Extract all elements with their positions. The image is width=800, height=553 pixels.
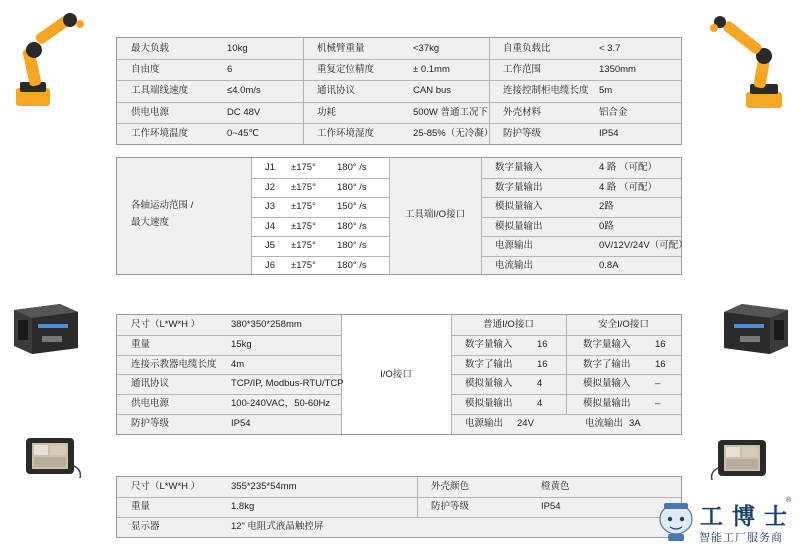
pendant-spec-value: IP54: [541, 501, 561, 512]
joint-speed: 180° /s: [337, 221, 367, 232]
power-output-label: 电源输出: [465, 418, 504, 429]
row-divider: [481, 197, 681, 198]
joint-name: J4: [265, 221, 276, 232]
normal-io-value: 16: [537, 359, 548, 370]
column-divider: [303, 38, 304, 144]
spec-label: 供电电源: [131, 107, 170, 118]
row-divider: [251, 217, 389, 218]
spec-value: 500W 普通工况下: [413, 107, 488, 118]
row-divider: [117, 59, 681, 60]
controller-spec-label: 连接示教器电缆长度: [131, 359, 217, 370]
row-divider: [251, 236, 389, 237]
row-divider: [251, 178, 389, 179]
controller-spec-value: TCP/IP, Modbus-RTU/TCP: [231, 378, 344, 389]
spec-value: ≤4.0m/s: [227, 85, 261, 96]
spec-value: 25-85%（无冷凝）: [413, 128, 494, 139]
spec-label: 重复定位精度: [317, 64, 375, 75]
io-value: 0V/12V/24V（可配）: [599, 240, 688, 251]
pendant-spec-label: 重量: [131, 501, 151, 512]
row-divider: [117, 123, 681, 124]
safety-io-label: 模拟量输入: [583, 378, 631, 389]
joint-name: J6: [265, 260, 276, 271]
spec-value: 0~45℃: [227, 128, 260, 139]
normal-io-label: 数字量输入: [465, 339, 513, 350]
spec-label: 工作环境湿度: [317, 128, 375, 139]
row-divider: [481, 256, 681, 257]
joint-speed: 180° /s: [337, 162, 367, 173]
controller-spec-label: 供电电源: [131, 398, 170, 409]
current-output-label: 电流输出: [585, 418, 624, 429]
control-cabinet-right-image: [718, 298, 794, 356]
row-divider: [451, 394, 681, 395]
joint-speed: 150° /s: [337, 201, 367, 212]
power-output-value: 24V: [517, 418, 534, 429]
row-divider: [451, 355, 681, 356]
spec-value: < 3.7: [599, 43, 621, 54]
normal-io-value: 16: [537, 339, 548, 350]
controller-spec-value: 380*350*258mm: [231, 319, 302, 330]
io-label: 数字量输出: [495, 182, 543, 193]
current-output-value: 3A: [629, 418, 641, 429]
controller-spec-label: 尺寸（L*W*H ）: [131, 319, 201, 330]
spec-value: ± 0.1mm: [413, 64, 450, 75]
row-divider: [117, 102, 681, 103]
spec-value: IP54: [599, 128, 619, 139]
tool-io-label: 工具端I/O接口: [404, 209, 466, 220]
spec-label: 外壳材料: [503, 107, 542, 118]
safety-io-label: 数字量输入: [583, 339, 631, 350]
io-label: 数字量输入: [495, 162, 543, 173]
row-divider: [251, 197, 389, 198]
safety-io-header: 安全I/O接口: [598, 319, 649, 330]
io-label: 模拟量输出: [495, 221, 543, 232]
row-divider: [451, 335, 681, 336]
normal-io-label: 模拟量输出: [465, 398, 513, 409]
safety-io-value: 16: [655, 339, 666, 350]
spec-value: 铝合金: [599, 107, 628, 118]
joint-range: ±175°: [291, 201, 316, 212]
spec-label: 机械臂重量: [317, 43, 365, 54]
spec-label: 防护等级: [503, 128, 542, 139]
pendant-spec-label: 显示器: [131, 521, 160, 532]
axis-io-table: [116, 157, 688, 275]
joint-range: ±175°: [291, 240, 316, 251]
pendant-spec-value: 橙黄色: [541, 481, 570, 492]
robot-arm-right-image: [706, 12, 796, 112]
joint-speed: 180° /s: [337, 182, 367, 193]
spec-label: 自由度: [131, 64, 160, 75]
controller-io-label: I/O接口: [380, 369, 412, 380]
row-divider: [251, 256, 389, 257]
row-divider: [117, 80, 681, 81]
pendant-spec-label: 防护等级: [431, 501, 470, 512]
joint-speed: 180° /s: [337, 260, 367, 271]
pendant-spec-value: 355*235*54mm: [231, 481, 297, 492]
joint-range: ±175°: [291, 260, 316, 271]
safety-io-label: 数字了输出: [583, 359, 631, 370]
normal-io-value: 4: [537, 378, 543, 389]
spec-label: 通讯协议: [317, 85, 356, 96]
controller-spec-value: 15kg: [231, 339, 252, 350]
controller-spec-value: 4m: [231, 359, 245, 370]
row-divider: [117, 355, 341, 356]
spec-label: 自重负载比: [503, 43, 551, 54]
spec-value: CAN bus: [413, 85, 452, 96]
spec-value: 1350mm: [599, 64, 636, 75]
spec-label: 最大负载: [131, 43, 170, 54]
spec-label: 工具端线速度: [131, 85, 189, 96]
spec-label: 功耗: [317, 107, 337, 118]
joint-range: ±175°: [291, 221, 316, 232]
row-divider: [481, 217, 681, 218]
pendant-specs-table: [116, 476, 682, 538]
controller-specs-table: [116, 314, 682, 435]
io-label: 电流输出: [495, 260, 534, 271]
row-divider: [117, 414, 341, 415]
io-value: 4 路 （可配）: [599, 162, 658, 173]
axis-range-label: 各轴运动范围 /: [131, 200, 194, 211]
shaded-cell: [117, 158, 251, 274]
pendant-spec-label: 外壳颜色: [431, 481, 470, 492]
joint-range: ±175°: [291, 182, 316, 193]
spec-label: 连接控制柜电缆长度: [503, 85, 589, 96]
joint-range: ±175°: [291, 162, 316, 173]
pendant-spec-value: 1.8kg: [231, 501, 255, 512]
spec-value: 5m: [599, 85, 613, 96]
normal-io-header: 普通I/O接口: [483, 319, 534, 330]
spec-value: 6: [227, 64, 233, 75]
normal-io-label: 模拟量输入: [465, 378, 513, 389]
teach-pendant-left-image: [24, 436, 84, 478]
mascot-logo-icon: [654, 497, 698, 543]
io-label: 模拟量输入: [495, 201, 543, 212]
controller-spec-value: IP54: [231, 418, 251, 429]
robot-specs-table: [116, 37, 682, 145]
controller-spec-label: 重量: [131, 339, 151, 350]
robot-arm-left-image: [8, 10, 88, 110]
io-label: 电源输出: [495, 240, 534, 251]
shaded-cell: [117, 477, 681, 537]
logo-name: 工博士: [700, 503, 796, 530]
spec-value: DC 48V: [227, 107, 261, 118]
controller-spec-value: 100-240VAC，50-60Hz: [231, 398, 331, 409]
row-divider: [117, 394, 341, 395]
safety-io-label: 模拟量输出: [583, 398, 631, 409]
row-divider: [117, 374, 341, 375]
io-value: 0.8A: [599, 260, 619, 271]
controller-spec-label: 通讯协议: [131, 378, 170, 389]
controller-spec-label: 防护等级: [131, 418, 170, 429]
spec-value: 10kg: [227, 43, 248, 54]
row-divider: [117, 517, 681, 518]
joint-name: J2: [265, 182, 276, 193]
io-value: 4 路 （可配）: [599, 182, 658, 193]
joint-speed: 180° /s: [337, 240, 367, 251]
safety-io-value: –: [655, 398, 661, 409]
teach-pendant-right-image: [708, 438, 770, 482]
spec-value: <37kg: [413, 43, 440, 54]
joint-name: J3: [265, 201, 276, 212]
row-divider: [117, 335, 341, 336]
joint-name: J1: [265, 162, 276, 173]
safety-io-value: 16: [655, 359, 666, 370]
spec-label: 工作环境温度: [131, 128, 189, 139]
row-divider: [481, 236, 681, 237]
pendant-spec-label: 尺寸（L*W*H ）: [131, 481, 201, 492]
io-value: 2路: [599, 201, 614, 212]
row-divider: [117, 497, 681, 498]
row-divider: [451, 414, 681, 415]
safety-io-value: –: [655, 378, 661, 389]
pendant-spec-value: 12” 电阻式液晶触控屏: [231, 521, 324, 532]
row-divider: [481, 178, 681, 179]
spec-label: 工作范围: [503, 64, 542, 75]
normal-io-value: 4: [537, 398, 543, 409]
axis-range-label: 最大速度: [131, 217, 170, 228]
io-value: 0路: [599, 221, 614, 232]
logo-slogan: 智能工厂服务商: [699, 532, 783, 544]
shaded-cell: [117, 38, 681, 144]
row-divider: [451, 374, 681, 375]
registered-mark: ®: [786, 497, 792, 504]
normal-io-label: 数字了输出: [465, 359, 513, 370]
joint-name: J5: [265, 240, 276, 251]
control-cabinet-left-image: [8, 298, 84, 356]
